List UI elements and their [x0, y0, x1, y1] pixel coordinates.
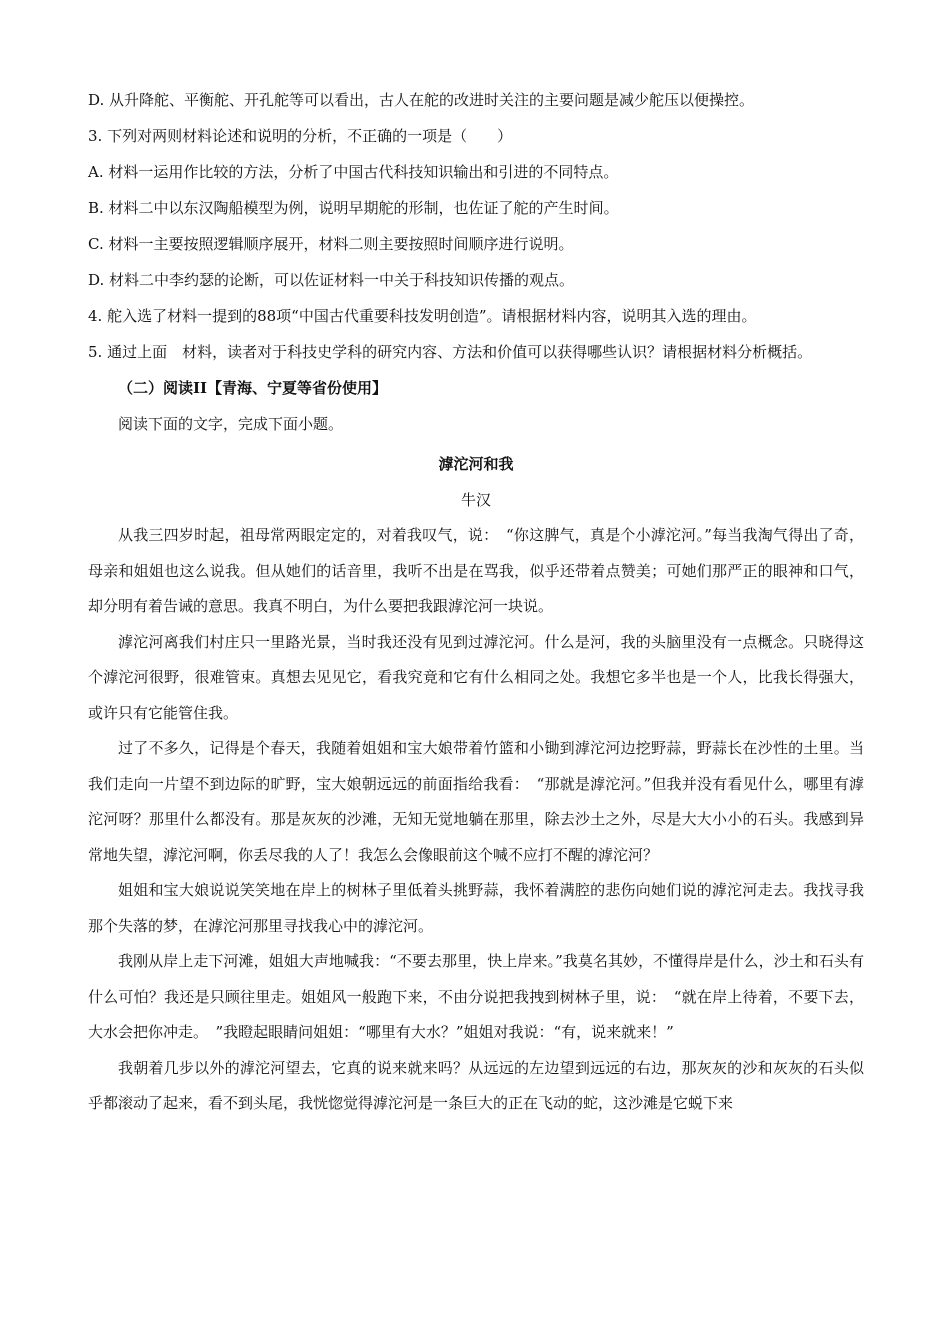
option-q3-b: B. 材料二中以东汉陶船模型为例，说明早期舵的形制，也佐证了舵的产生时间。: [88, 199, 619, 217]
document-page: [88, 82, 864, 1122]
article-paragraph: 姐姐和宝大娘说说笑笑地在岸上的树林子里低着头挑野蒜，我怀着满腔的悲伤向她们说的滹沱河走去。我找寻我那个失落的梦，在滹沱河那里寻找我心中的滹沱河。: [88, 881, 864, 935]
question-4: 4. 舵入选了材料一提到的88项“中国古代重要科技发明创造”。请根据材料内容，说明其入选的理由。: [88, 307, 757, 325]
option-q3-d: D. 材料二中李约瑟的论断，可以佐证材料一中关于科技知识传播的观点。: [88, 271, 575, 289]
article-title: 滹沱河和我: [438, 455, 514, 473]
article-author: 牛汉: [460, 491, 491, 509]
question-5: 5. 通过上面 材料，读者对于科技史学科的研究内容、方法和价值可以获得哪些认识？请根据材料分析概括。: [88, 343, 813, 361]
option-q3-c: C. 材料一主要按照逻辑顺序展开，材料二则主要按照时间顺序进行说明。: [88, 235, 574, 253]
question-3-stem: 3. 下列对两则材料论述和说明的分析，不正确的一项是（ ）: [88, 127, 513, 145]
article-paragraph: 滹沱河离我们村庄只一里路光景，当时我还没有见到过滹沱河。什么是河，我的头脑里没有一点概念。只晓得这个滹沱河很野，很难管束。真想去见见它，看我究竟和它有什么相同之处。我想它多半也是一个人，比我长得强大，或许只有它能管住我。: [88, 632, 864, 722]
article-paragraph: 我朝着几步以外的滹沱河望去，它真的说来就来吗？从远远的左边望到远远的右边，那灰灰的沙和灰灰的石头似乎都滚动了起来，看不到头尾，我恍惚觉得滹沱河是一条巨大的正在飞动的蛇，这沙滩是它蜕下来: [88, 1058, 864, 1112]
option-q2-d: D. 从升降舵、平衡舵、开孔舵等可以看出，古人在舵的改进时关注的主要问题是减少舵压以便操控。: [88, 91, 755, 109]
section-heading: （二）阅读II【青海、宁夏等省份使用】: [118, 379, 388, 397]
article-body: [88, 518, 864, 1122]
section-instruction: 阅读下面的文字，完成下面小题。: [118, 415, 344, 433]
option-q3-a: A. 材料一运用作比较的方法，分析了中国古代科技知识输出和引进的不同特点。: [88, 163, 619, 181]
question-block: [88, 82, 864, 370]
article-paragraph: 我刚从岸上走下河滩，姐姐大声地喊我：“不要去那里，快上岸来。”我莫名其妙，不懂得岸是什么，沙土和石头有什么可怕？我还是只顾往里走。姐姐风一般跑下来，不由分说把我拽到树林子里，说： “就在岸上待着，不要下去，大水会把你冲走。 ”我瞪起眼睛问姐姐：“哪里有大水？”姐姐对我说：“有，说来就来！”: [88, 952, 864, 1041]
article-paragraph: 从我三四岁时起，祖母常两眼定定的，对着我叹气，说： “你这脾气，真是个小滹沱河。”每当我淘气得出了奇，母亲和姐姐也这么说我。但从她们的话音里，我听不出是在骂我，似乎还带着点赞美；可她们那严正的眼神和口气，却分明有着告诫的意思。我真不明白，为什么要把我跟滹沱河一块说。: [88, 526, 864, 615]
article-paragraph: 过了不多久，记得是个春天，我随着姐姐和宝大娘带着竹篮和小锄到滹沱河边挖野蒜，野蒜长在沙性的土里。当我们走向一片望不到边际的旷野，宝大娘朝远远的前面指给我看： “那就是滹沱河。”但我并没有看见什么，哪里有滹沱河呀？那里什么都没有。那是灰灰的沙滩，无知无觉地躺在那里，除去沙土之外，尽是大大小小的石头。我感到异常地失望，滹沱河啊，你丢尽我的人了！我怎么会像眼前这个喊不应打不醒的滹沱河？: [88, 739, 864, 864]
